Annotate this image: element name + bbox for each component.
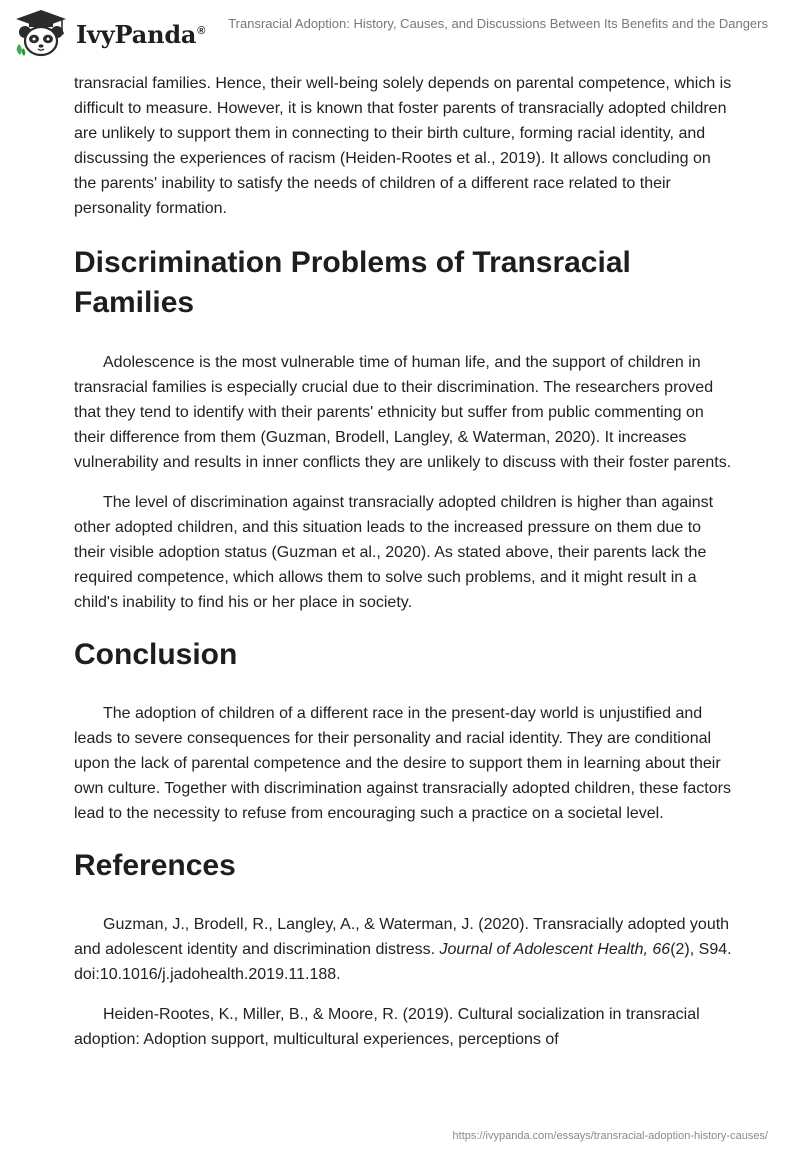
brand-name: IvyPanda® (76, 19, 206, 49)
registered-mark: ® (197, 24, 206, 37)
reference-tail: (2), S94. doi:10.1016/j.jadohealth.2019.11.188. (74, 941, 732, 983)
reference-text: Heiden-Rootes, K., Miller, B., & Moore, R. (2019). Cultural socialization in transracial adoption: Adoption support, multicultural experiences, perceptions of (74, 1006, 700, 1048)
footer-url-link[interactable]: https://ivypanda.com/essays/transracial-adoption-history-causes/ (452, 1130, 768, 1142)
reference-item (74, 912, 734, 987)
reference-journal: Journal of Adolescent Health, 66 (439, 941, 671, 958)
discrimination-paragraph-1: Adolescence is the most vulnerable time of human life, and the support of children in transracial families is especially crucial due to their discrimination. The researchers proved that they tend to identify with their parents' ethnicity but suffer from public commenting on their difference from them (Guzman, Brodell, Langley, & Waterman, 2020). It increases vulnerability and results in inner conflicts they are unlikely to discuss with their foster parents. (74, 354, 732, 471)
conclusion-paragraph: The adoption of children of a different race in the present-day world is unjustified and leads to severe consequences for their personality and racial identity. They are conditional upon the lack of parental competence and the desire to support them in learning about their own culture. Together with discrimination against transracially adopted children, these factors lead to the necessity to refuse from encouraging such a practice on a societal level. (74, 705, 731, 822)
page-header (0, 0, 800, 60)
conclusion-heading: Conclusion (74, 638, 238, 671)
ivypanda-logo[interactable] (12, 8, 205, 58)
panda-graduate-icon (12, 8, 70, 58)
intro-paragraph: transracial families. Hence, their well-being solely depends on parental competence, which is difficult to measure. However, it is known that foster parents of transracially adopted children are unlikely to support them in connecting to their birth culture, forming racial identity, and discussing the experiences of racism (Heiden-Rootes et al., 2019). It allows concluding on the parents' inability to satisfy the needs of children of a different race related to their personality formation. (74, 75, 732, 217)
reference-item (74, 1002, 734, 1052)
references-heading: References (74, 849, 236, 882)
document-title: Transracial Adoption: History, Causes, and Discussions Between Its Benefits and the Dangers (228, 16, 768, 31)
essay-content (74, 71, 734, 1067)
discrimination-paragraph-2: The level of discrimination against transracially adopted children is higher than against other adopted children, and this situation leads to the increased pressure on them due to their visible adoption status (Guzman et al., 2020). As stated above, their parents lack the required competence, which allows them to solve such problems, and it might result in a child's inability to find his or her place in society. (74, 494, 714, 611)
discrimination-heading: Discrimination Problems of Transracial Families (74, 246, 631, 319)
reference-text: Guzman, J., Brodell, R., Langley, A., & Waterman, J. (2020). Transracially adopted youth and adolescent identity and discrimination distress. (74, 916, 730, 958)
